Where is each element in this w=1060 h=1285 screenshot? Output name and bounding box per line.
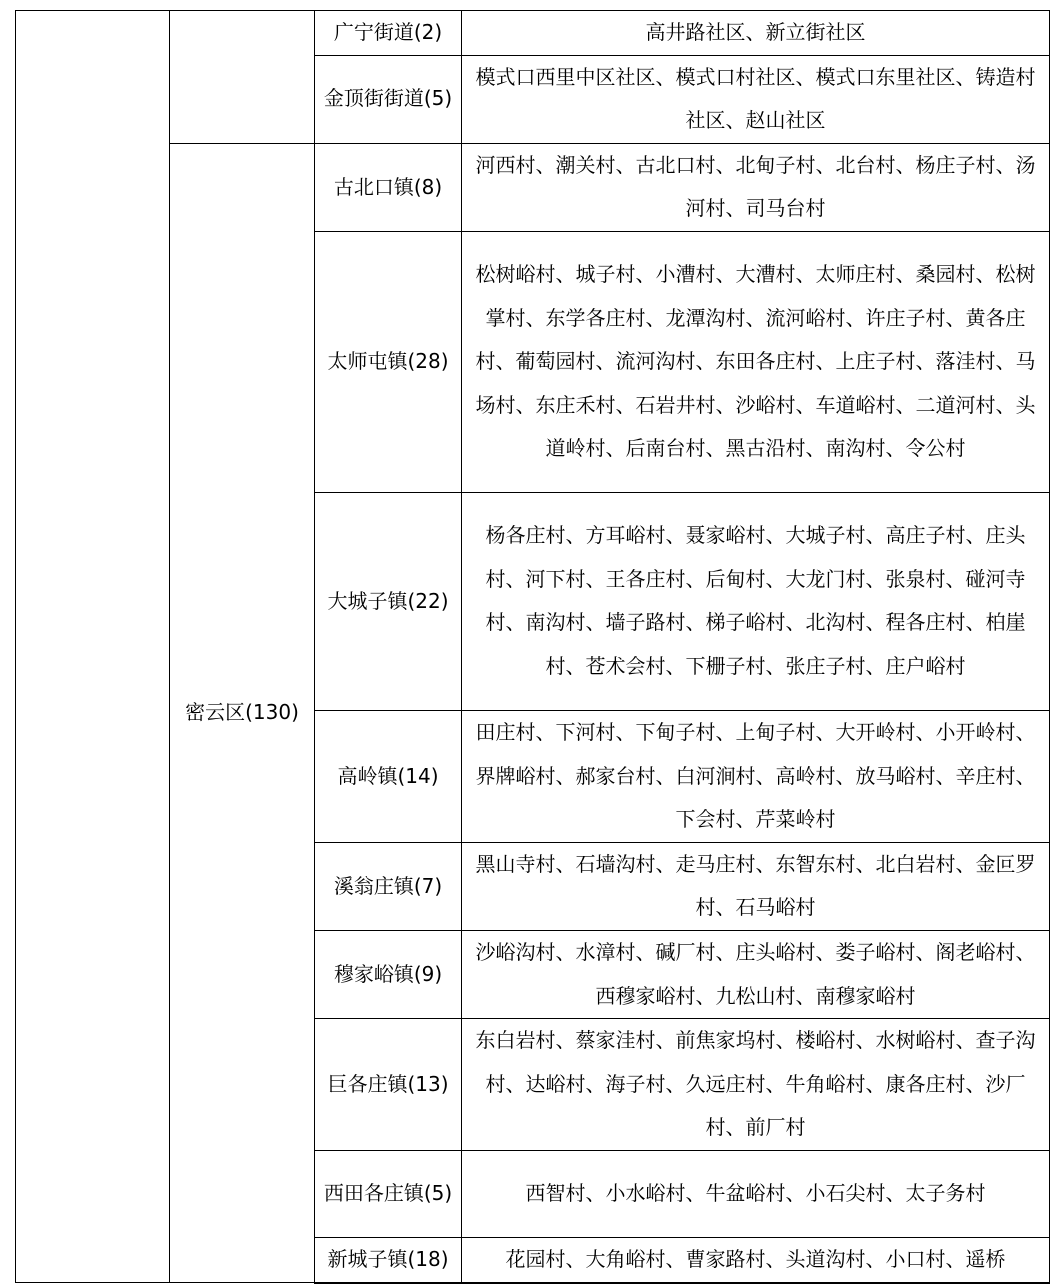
town-cell: 太师屯镇(28) — [315, 231, 462, 492]
villages-cell: 西智村、小水峪村、牛盆峪村、小石尖村、太子务村 — [462, 1151, 1050, 1238]
district-cell: 密云区(130) — [170, 143, 315, 1282]
province-cell — [16, 11, 170, 1283]
villages-cell: 黑山寺村、石墙沟村、走马庄村、东智东村、北白岩村、金叵罗村、石马峪村 — [462, 842, 1050, 930]
villages-cell: 杨各庄村、方耳峪村、聂家峪村、大城子村、高庄子村、庄头村、河下村、王各庄村、后甸村、大龙门村、张泉村、碰河寺村、南沟村、墙子路村、梯子峪村、北沟村、程各庄村、柏崖村、苍术会村、下栅子村、张庄子村、庄户峪村 — [462, 492, 1050, 710]
town-cell: 金顶街街道(5) — [315, 55, 462, 143]
town-cell: 古北口镇(8) — [315, 143, 462, 231]
town-cell: 穆家峪镇(9) — [315, 930, 462, 1018]
villages-cell: 松树峪村、城子村、小漕村、大漕村、太师庄村、桑园村、松树掌村、东学各庄村、龙潭沟村、流河峪村、许庄子村、黄各庄村、葡萄园村、流河沟村、东田各庄村、上庄子村、落洼村、马场村、东庄禾村、石岩井村、沙峪村、车道峪村、二道河村、头道岭村、后南台村、黑古沿村、南沟村、令公村 — [462, 231, 1050, 492]
town-cell: 西田各庄镇(5) — [315, 1151, 462, 1238]
town-cell: 溪翁庄镇(7) — [315, 842, 462, 930]
town-cell: 新城子镇(18) — [315, 1238, 462, 1283]
villages-cell: 东白岩村、蔡家洼村、前焦家坞村、楼峪村、水树峪村、查子沟村、达峪村、海子村、久远庄村、牛角峪村、康各庄村、沙厂村、前厂村 — [462, 1019, 1050, 1151]
villages-cell: 河西村、潮关村、古北口村、北甸子村、北台村、杨庄子村、汤河村、司马台村 — [462, 143, 1050, 231]
town-cell: 巨各庄镇(13) — [315, 1019, 462, 1151]
villages-cell: 田庄村、下河村、下甸子村、上甸子村、大开岭村、小开岭村、界牌峪村、郝家台村、白河涧村、高岭村、放马峪村、辛庄村、下会村、芹菜岭村 — [462, 710, 1050, 842]
villages-cell: 高井路社区、新立街社区 — [462, 11, 1050, 56]
villages-cell: 模式口西里中区社区、模式口村社区、模式口东里社区、铸造村社区、赵山社区 — [462, 55, 1050, 143]
town-cell: 大城子镇(22) — [315, 492, 462, 710]
villages-cell: 花园村、大角峪村、曹家路村、头道沟村、小口村、遥桥 — [462, 1238, 1050, 1283]
town-cell: 广宁街道(2) — [315, 11, 462, 56]
villages-cell: 沙峪沟村、水漳村、碱厂村、庄头峪村、娄子峪村、阁老峪村、西穆家峪村、九松山村、南穆家峪村 — [462, 930, 1050, 1018]
village-list-table — [15, 10, 1050, 1284]
town-cell: 高岭镇(14) — [315, 710, 462, 842]
previous-district-cell — [170, 11, 315, 144]
